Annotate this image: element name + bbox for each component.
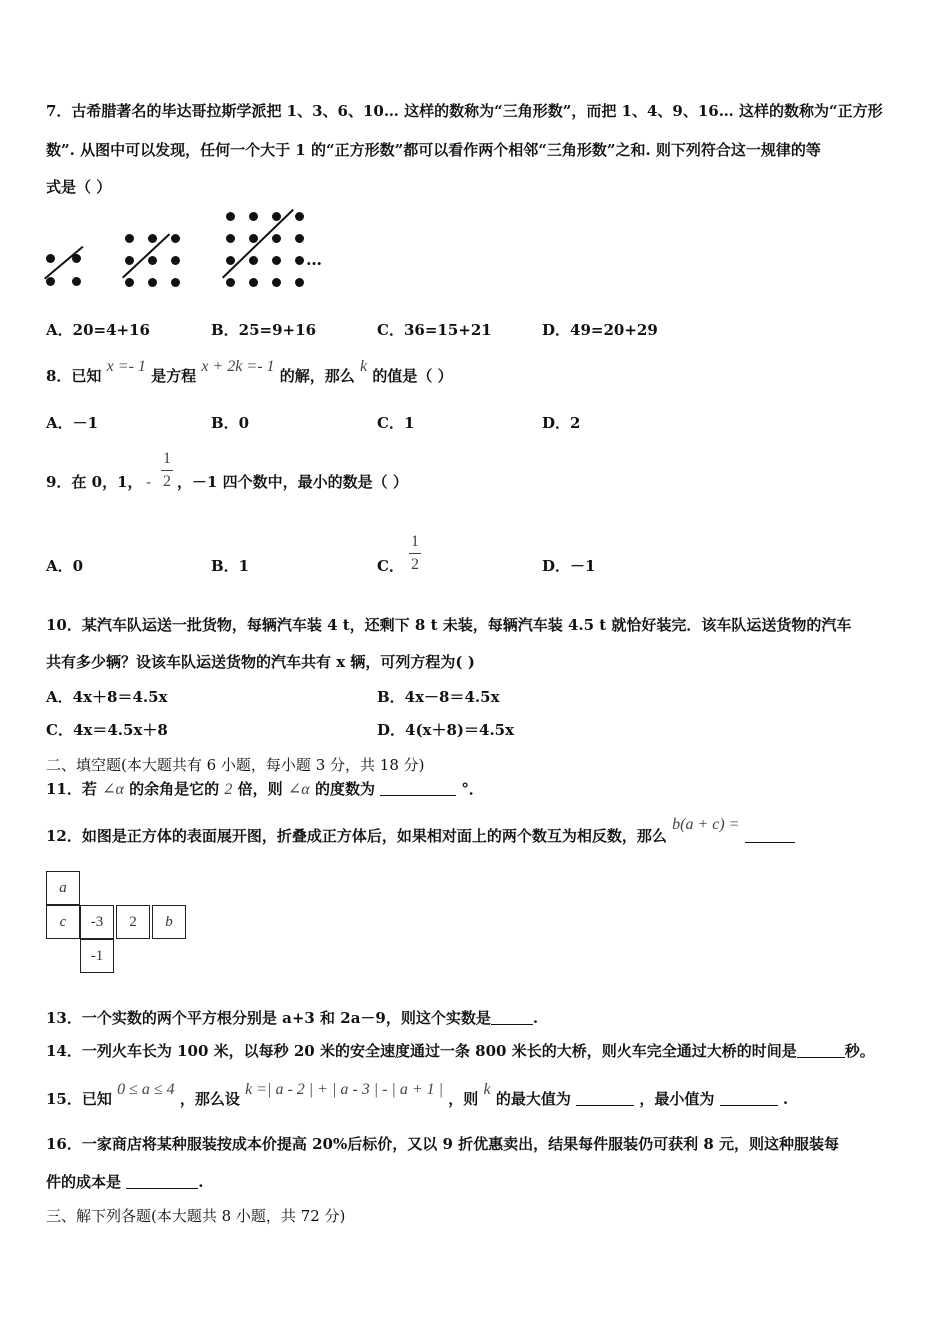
q14-end: 秒。 [844, 1042, 875, 1060]
q15-math-k2: k [483, 1081, 491, 1098]
q9-option-d[interactable]: D．－1 [542, 557, 596, 575]
q9-option-c-fraction [408, 533, 422, 574]
q15-math-range: 0 ≤ a ≤ 4 [117, 1081, 175, 1098]
q14-text: 14．一列火车长为 100 米，以每秒 20 米的安全速度通过一条 800 米长的大桥，则火车完全通过大桥的时间是 [46, 1042, 797, 1060]
q8-math-eq: x + 2k =- 1 [201, 358, 275, 375]
q8-option-b[interactable]: B．0 [211, 414, 250, 432]
q11-mid: 的余角是它的 [129, 780, 220, 798]
answer-blank[interactable] [745, 828, 795, 843]
fraction-bar [409, 553, 421, 554]
q16-line1: 16．一家商店将某种服装按成本价提高 20%后标价，又以 9 折优惠卖出，结果每件服装仍可获利 8 元，则这种服装每 [46, 1135, 839, 1153]
q9-prefix: 9．在 0，1， [46, 473, 143, 491]
q16-end: . [198, 1173, 204, 1191]
dot [295, 278, 304, 287]
q9-optc-den: 2 [411, 556, 419, 573]
q9-frac-num: 1 [163, 450, 171, 467]
q10-option-d[interactable]: D．4(x＋8)＝4.5x [377, 721, 515, 739]
q7-line2: 数”. 从图中可以发现，任何一个大于 1 的“正方形数”都可以看作两个相邻“三角形数”之和. 则下列符合这一规律的等 [46, 141, 821, 159]
q8-option-a[interactable]: A．－1 [46, 414, 99, 432]
q9-option-b[interactable]: B．1 [211, 557, 250, 575]
cube-face-a: a [46, 871, 80, 905]
q7-option-c[interactable]: C．36=15+21 [377, 321, 492, 339]
q8-line [46, 358, 453, 387]
dot [295, 234, 304, 243]
answer-blank[interactable] [491, 1010, 533, 1025]
q15-mid2: ，则 [448, 1090, 479, 1108]
dot [171, 256, 180, 265]
q8-mid: 是方程 [151, 367, 197, 385]
q10-line2: 共有多少辆？设该车队运送货物的汽车共有 x 辆，可列方程为( ) [46, 653, 475, 671]
q11-prefix: 11．若 [46, 780, 97, 798]
q9-fraction [160, 450, 174, 491]
cube-face-b: b [152, 905, 186, 939]
q15-math-k: k =| a - 2 | + | a - 3 | - | a + 1 | [245, 1081, 444, 1098]
dot [249, 278, 258, 287]
answer-blank[interactable] [797, 1043, 845, 1058]
dot [249, 256, 258, 265]
q15-prefix: 15．已知 [46, 1090, 112, 1108]
q13-text: 13．一个实数的两个平方根分别是 a+3 和 2a－9，则这个实数是 [46, 1009, 491, 1027]
dot [72, 277, 81, 286]
q12-line [46, 816, 795, 847]
dot [226, 256, 235, 265]
q10-line1: 10．某汽车队运送一批货物，每辆汽车装 4 t，还剩下 8 t 未装，每辆汽车装 4.5 t 就恰好装完．该车队运送货物的汽车 [46, 616, 852, 634]
q8-math-k: k [360, 358, 368, 375]
q8-math-x: x =- 1 [106, 358, 146, 375]
q11-angle: ∠α [102, 781, 124, 798]
q9-optc-num: 1 [411, 533, 419, 550]
fraction-bar [161, 470, 173, 471]
q7-option-b[interactable]: B．25=9+16 [211, 321, 317, 339]
q8-prefix: 8．已知 [46, 367, 102, 385]
q9-neg-sign: - [146, 473, 152, 491]
dot [148, 278, 157, 287]
dot [148, 256, 157, 265]
q8-mid2: 的解，那么 [279, 367, 355, 385]
q16-text: 件的成本是 [46, 1173, 122, 1191]
dot [295, 212, 304, 221]
cube-face-neg3: -3 [80, 905, 114, 939]
q12-text: 12．如图是正方体的表面展开图，折叠成正方体后，如果相对面上的两个数互为相反数，那么 [46, 827, 667, 845]
q10-option-c[interactable]: C．4x＝4.5x＋8 [46, 721, 168, 739]
ellipsis: … [306, 250, 322, 269]
q8-option-c[interactable]: C．1 [377, 414, 415, 432]
q15-end: . [782, 1090, 789, 1108]
dot [148, 234, 157, 243]
q14-line [46, 1041, 875, 1061]
q13-line [46, 1008, 538, 1028]
dot [226, 234, 235, 243]
dot [272, 234, 281, 243]
q11-suffix: 的度数为 [314, 780, 375, 798]
q15-mid: ，那么设 [179, 1090, 240, 1108]
q7-option-d[interactable]: D．49=20+29 [542, 321, 658, 339]
dot [272, 256, 281, 265]
q7-line3: 式是（ ） [46, 178, 112, 196]
dot [295, 256, 304, 265]
q15-mid4: ，最小值为 [639, 1090, 715, 1108]
q15-mid3: 的最大值为 [495, 1090, 571, 1108]
dot [249, 212, 258, 221]
answer-blank-max[interactable] [576, 1091, 634, 1106]
answer-blank[interactable] [126, 1174, 198, 1189]
dot [272, 278, 281, 287]
q15-line [46, 1081, 789, 1110]
q7-option-a[interactable]: A．20=4+16 [46, 321, 150, 339]
q11-suffix2: °． [461, 780, 484, 798]
q12-math: b(a + c) = [672, 816, 740, 833]
q8-option-d[interactable]: D．2 [542, 414, 581, 432]
q10-option-a[interactable]: A．4x＋8＝4.5x [46, 688, 168, 706]
q16-line2 [46, 1172, 203, 1192]
dot [171, 278, 180, 287]
dot [125, 256, 134, 265]
dot [125, 278, 134, 287]
q11-two: 2 [224, 781, 233, 798]
dot [46, 277, 55, 286]
answer-blank-min[interactable] [720, 1091, 778, 1106]
dot [125, 234, 134, 243]
dot [226, 212, 235, 221]
q9-option-a[interactable]: A．0 [46, 557, 84, 575]
q9-option-c[interactable]: C． [377, 557, 404, 575]
q13-end: . [532, 1009, 539, 1027]
q11-angle-2: ∠α [287, 781, 310, 798]
dot [226, 278, 235, 287]
cube-face-c: c [46, 905, 80, 939]
q7-line1: 7．古希腊著名的毕达哥拉斯学派把 1、3、6、10… 这样的数称为“三角形数”，而把 1、4、9、16… 这样的数称为“正方形 [46, 102, 883, 120]
q11-mid2: 倍，则 [237, 780, 283, 798]
answer-blank[interactable] [380, 781, 456, 796]
dot [171, 234, 180, 243]
section-2-heading: 二、填空题(本大题共有 6 小题，每小题 3 分，共 18 分) [46, 756, 425, 774]
cube-face-neg1: -1 [80, 939, 114, 973]
q8-suffix: 的值是（ ） [372, 367, 453, 385]
q10-option-b[interactable]: B．4x－8＝4.5x [377, 688, 500, 706]
q11-line [46, 779, 484, 800]
q9-suffix: ，－1 四个数中，最小的数是（ ） [177, 473, 408, 491]
dot [46, 254, 55, 263]
q9-frac-den: 2 [163, 473, 171, 490]
dot [72, 254, 81, 263]
section-3-heading: 三、解下列各题(本大题共 8 小题，共 72 分) [46, 1207, 346, 1225]
cube-face-2: 2 [116, 905, 150, 939]
dot-figure [0, 0, 950, 300]
